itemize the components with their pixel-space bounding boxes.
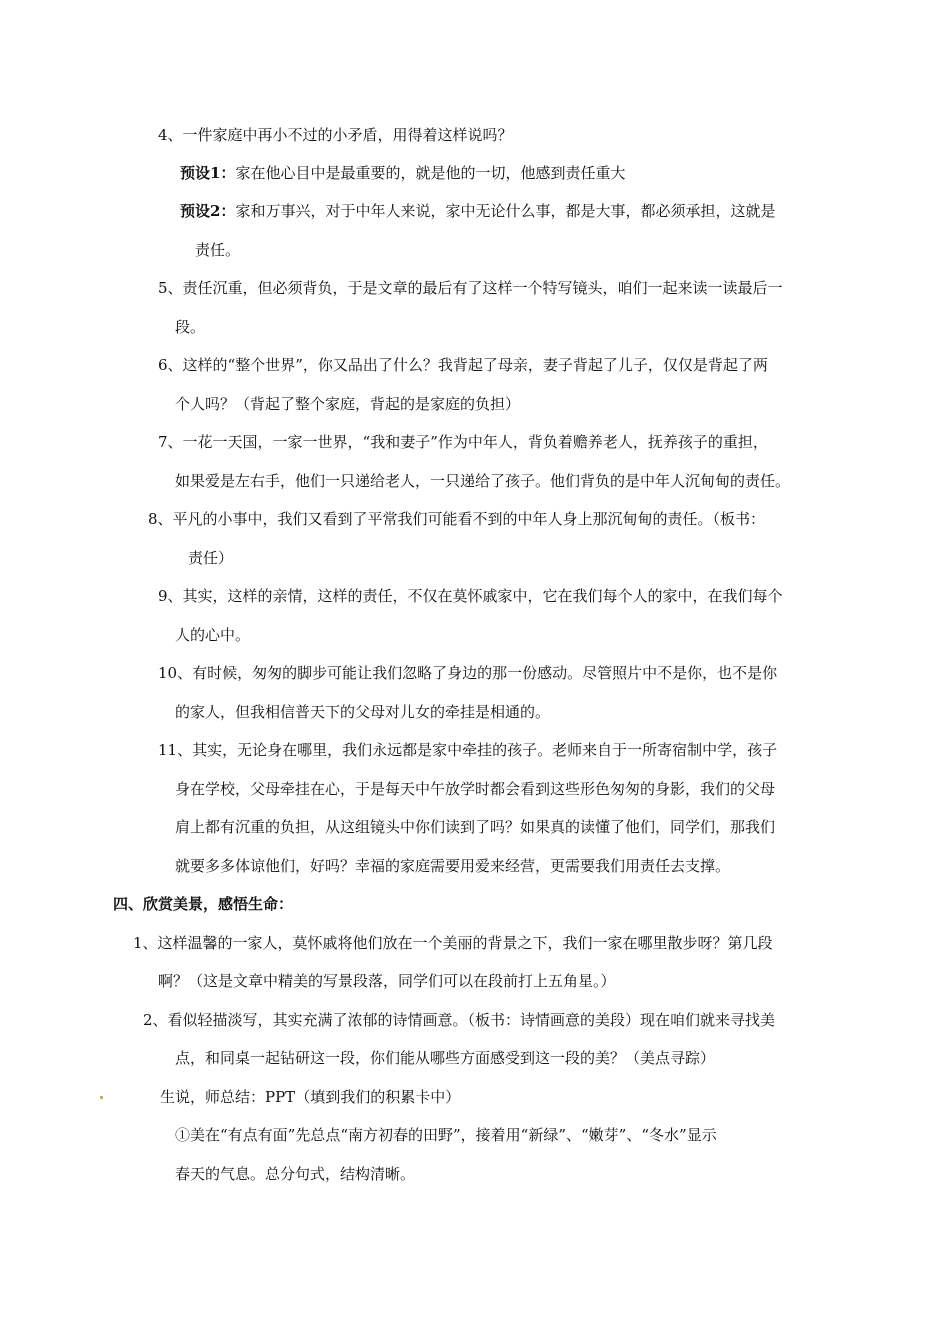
item-9-line-1: 9、其实，这样的亲情，这样的责任，不仅在莫怀戚家中，它在我们每个人的家中，在我们每个: [158, 587, 783, 605]
preset-1: [180, 163, 880, 183]
preset-2-text: 家和万事兴，对于中年人来说，家中无论什么事，都是大事，都必须承担，这就是: [235, 202, 776, 220]
section-4-heading: 四、欣赏美景，感悟生命：: [113, 895, 294, 913]
summary-line: 生说，师总结：PPT（填到我们的积累卡中）: [160, 1088, 461, 1106]
preset-2: [180, 201, 880, 221]
section-4-item-1-line-1: 1、这样温馨的一家人，莫怀戚将他们放在一个美丽的背景之下，我们一家在哪里散步呀？第几段: [133, 934, 773, 952]
item-11-line-2: 身在学校，父母牵挂在心，于是每天中午放学时都会看到这些形色匆匆的身影，我们的父母: [175, 780, 776, 798]
item-4: 4、一件家庭中再小不过的小矛盾，用得着这样说吗？: [158, 126, 513, 144]
item-7-line-2: 如果爱是左右手，他们一只递给老人，一只递给了孩子。他们背负的是中年人沉甸甸的责任。: [175, 472, 791, 490]
item-5-line-1: 5、责任沉重，但必须背负，于是文章的最后有了这样一个特写镜头，咱们一起来读一读最后一: [158, 279, 783, 297]
preset-1-label: 预设1：: [180, 164, 236, 182]
item-10-line-1: 10、有时候，匆匆的脚步可能让我们忽略了身边的那一份感动。尽管照片中不是你，也不是你: [158, 664, 778, 682]
stray-dot-mark: [100, 1096, 103, 1099]
preset-1-text: 家在他心目中是最重要的，就是他的一切，他感到责任重大: [235, 164, 626, 182]
section-4-item-2-line-1: 2、看似轻描淡写，其实充满了浓郁的诗情画意。（板书：诗情画意的美段）现在咱们就来寻找美: [143, 1011, 776, 1029]
item-11-line-4: 就要多多体谅他们，好吗？幸福的家庭需要用爱来经营，更需要我们用责任去支撑。: [175, 857, 731, 875]
item-5-line-2: 段。: [175, 318, 206, 336]
preset-2-continued: 责任。: [195, 241, 241, 259]
item-9-line-2: 人的心中。: [175, 626, 251, 644]
item-10-line-2: 的家人，但我相信普天下的父母对儿女的牵挂是相通的。: [175, 703, 551, 721]
point-1-line-2: 春天的气息。总分句式，结构清晰。: [175, 1165, 416, 1183]
point-1-line-1: ①美在“有点有面”先总点“南方初春的田野”，接着用“新绿”、“嫩芽”、“冬水”显示: [175, 1126, 717, 1144]
item-11-line-3: 肩上都有沉重的负担，从这组镜头中你们读到了吗？如果真的读懂了他们，同学们，那我们: [175, 818, 776, 836]
item-8-line-2: 责任）: [188, 549, 234, 567]
section-4-item-2-line-2: 点，和同桌一起钻研这一段，你们能从哪些方面感受到这一段的美？（美点寻踪）: [175, 1049, 716, 1067]
item-6-line-2: 个人吗？（背起了整个家庭，背起的是家庭的负担）: [175, 395, 521, 413]
section-4-item-1-line-2: 啊？（这是文章中精美的写景段落，同学们可以在段前打上五角星。）: [158, 972, 616, 990]
item-6-line-1: 6、这样的“整个世界”，你又品出了什么？我背起了母亲，妻子背起了儿子，仅仅是背起了两: [158, 356, 768, 374]
item-11-line-1: 11、其实，无论身在哪里，我们永远都是家中牵挂的孩子。老师来自于一所寄宿制中学，孩子: [158, 741, 778, 759]
item-7-line-1: 7、一花一天国，一家一世界，“我和妻子”作为中年人，背负着赡养老人，抚养孩子的重担，: [158, 433, 768, 451]
preset-2-label: 预设2：: [180, 202, 236, 220]
item-8-line-1: 8、平凡的小事中，我们又看到了平常我们可能看不到的中年人身上那沉甸甸的责任。（板书：: [148, 510, 766, 528]
